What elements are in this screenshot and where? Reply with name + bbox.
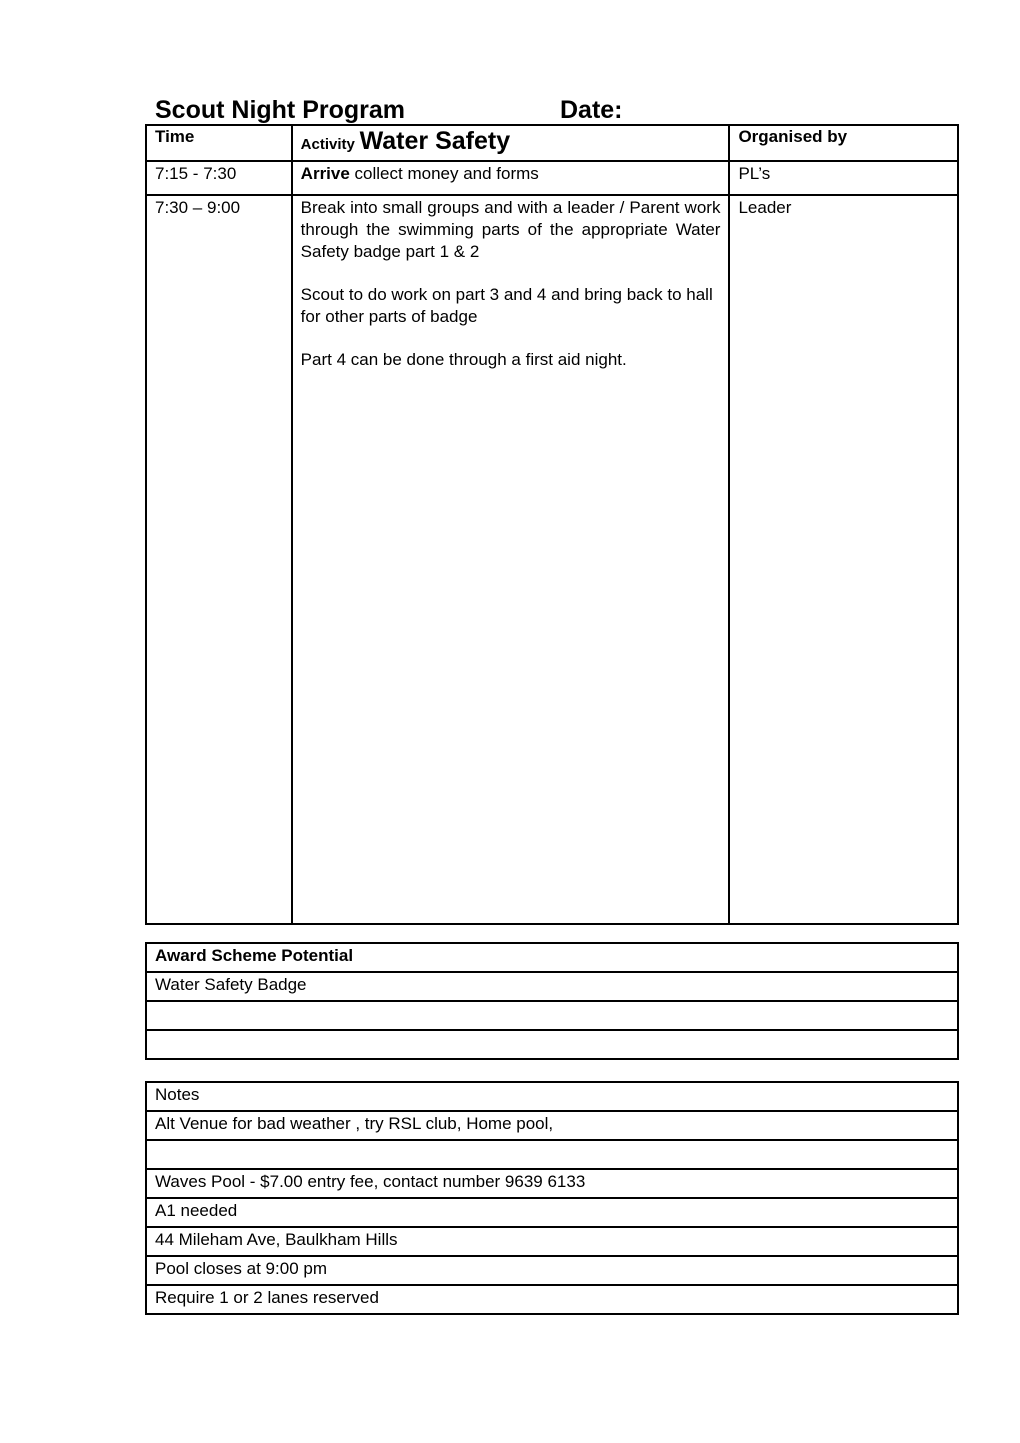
header-activity-label: Activity bbox=[300, 136, 355, 153]
notes-row bbox=[146, 1285, 958, 1314]
time-cell: 7:30 – 9:00 bbox=[146, 195, 292, 924]
notes-cell: Alt Venue for bad weather , try RSL club, Home pool, bbox=[146, 1111, 958, 1140]
award-cell bbox=[146, 1001, 958, 1030]
notes-row bbox=[146, 1169, 958, 1198]
notes-cell: A1 needed bbox=[146, 1198, 958, 1227]
program-table bbox=[145, 124, 959, 925]
header-activity-cell bbox=[292, 125, 730, 161]
award-heading: Award Scheme Potential bbox=[146, 943, 958, 972]
activity-text: collect money and forms bbox=[354, 164, 539, 183]
table-row bbox=[146, 195, 958, 924]
notes-heading: Notes bbox=[146, 1082, 958, 1111]
header-time-cell bbox=[146, 125, 292, 161]
notes-row bbox=[146, 1140, 958, 1169]
page-title: Scout Night Program bbox=[155, 96, 406, 124]
notes-heading-row bbox=[146, 1082, 958, 1111]
time-cell: 7:15 - 7:30 bbox=[146, 161, 292, 195]
table-row bbox=[146, 161, 958, 195]
notes-cell: Waves Pool - $7.00 entry fee, contact number 9639 6133 bbox=[146, 1169, 958, 1198]
activity-cell bbox=[292, 195, 730, 924]
notes-cell: 44 Mileham Ave, Baulkham Hills bbox=[146, 1227, 958, 1256]
notes-row bbox=[146, 1256, 958, 1285]
activity-paragraph: Scout to do work on part 3 and 4 and bring back to hall for other parts of badge bbox=[300, 285, 713, 326]
activity-paragraph: Part 4 can be done through a first aid night. bbox=[300, 350, 627, 369]
activity-bold: Arrive bbox=[300, 164, 350, 183]
award-cell bbox=[146, 1030, 958, 1059]
activity-cell bbox=[292, 161, 730, 195]
organiser-cell: PL’s bbox=[729, 161, 958, 195]
award-row bbox=[146, 1001, 958, 1030]
notes-row bbox=[146, 1227, 958, 1256]
organiser-cell: Leader bbox=[729, 195, 958, 924]
header-activity-title: Water Safety bbox=[359, 127, 511, 155]
award-table bbox=[145, 942, 959, 1060]
notes-row bbox=[146, 1111, 958, 1140]
notes-cell: Require 1 or 2 lanes reserved bbox=[146, 1285, 958, 1314]
notes-row bbox=[146, 1198, 958, 1227]
award-row bbox=[146, 1030, 958, 1059]
date-label: Date: bbox=[560, 96, 623, 124]
header-time: Time bbox=[155, 127, 195, 146]
header-organised-cell bbox=[729, 125, 958, 161]
award-row bbox=[146, 972, 958, 1001]
award-heading-row bbox=[146, 943, 958, 972]
notes-cell: Pool closes at 9:00 pm bbox=[146, 1256, 958, 1285]
notes-table bbox=[145, 1081, 959, 1315]
header-organised: Organised by bbox=[738, 127, 848, 146]
activity-paragraph: Break into small groups and with a leader / Parent work through the swimming parts of the appropriate Water Safety badge part 1 & 2 bbox=[300, 198, 721, 261]
notes-cell bbox=[146, 1140, 958, 1169]
award-cell: Water Safety Badge bbox=[146, 972, 958, 1001]
program-header-row bbox=[146, 125, 958, 161]
